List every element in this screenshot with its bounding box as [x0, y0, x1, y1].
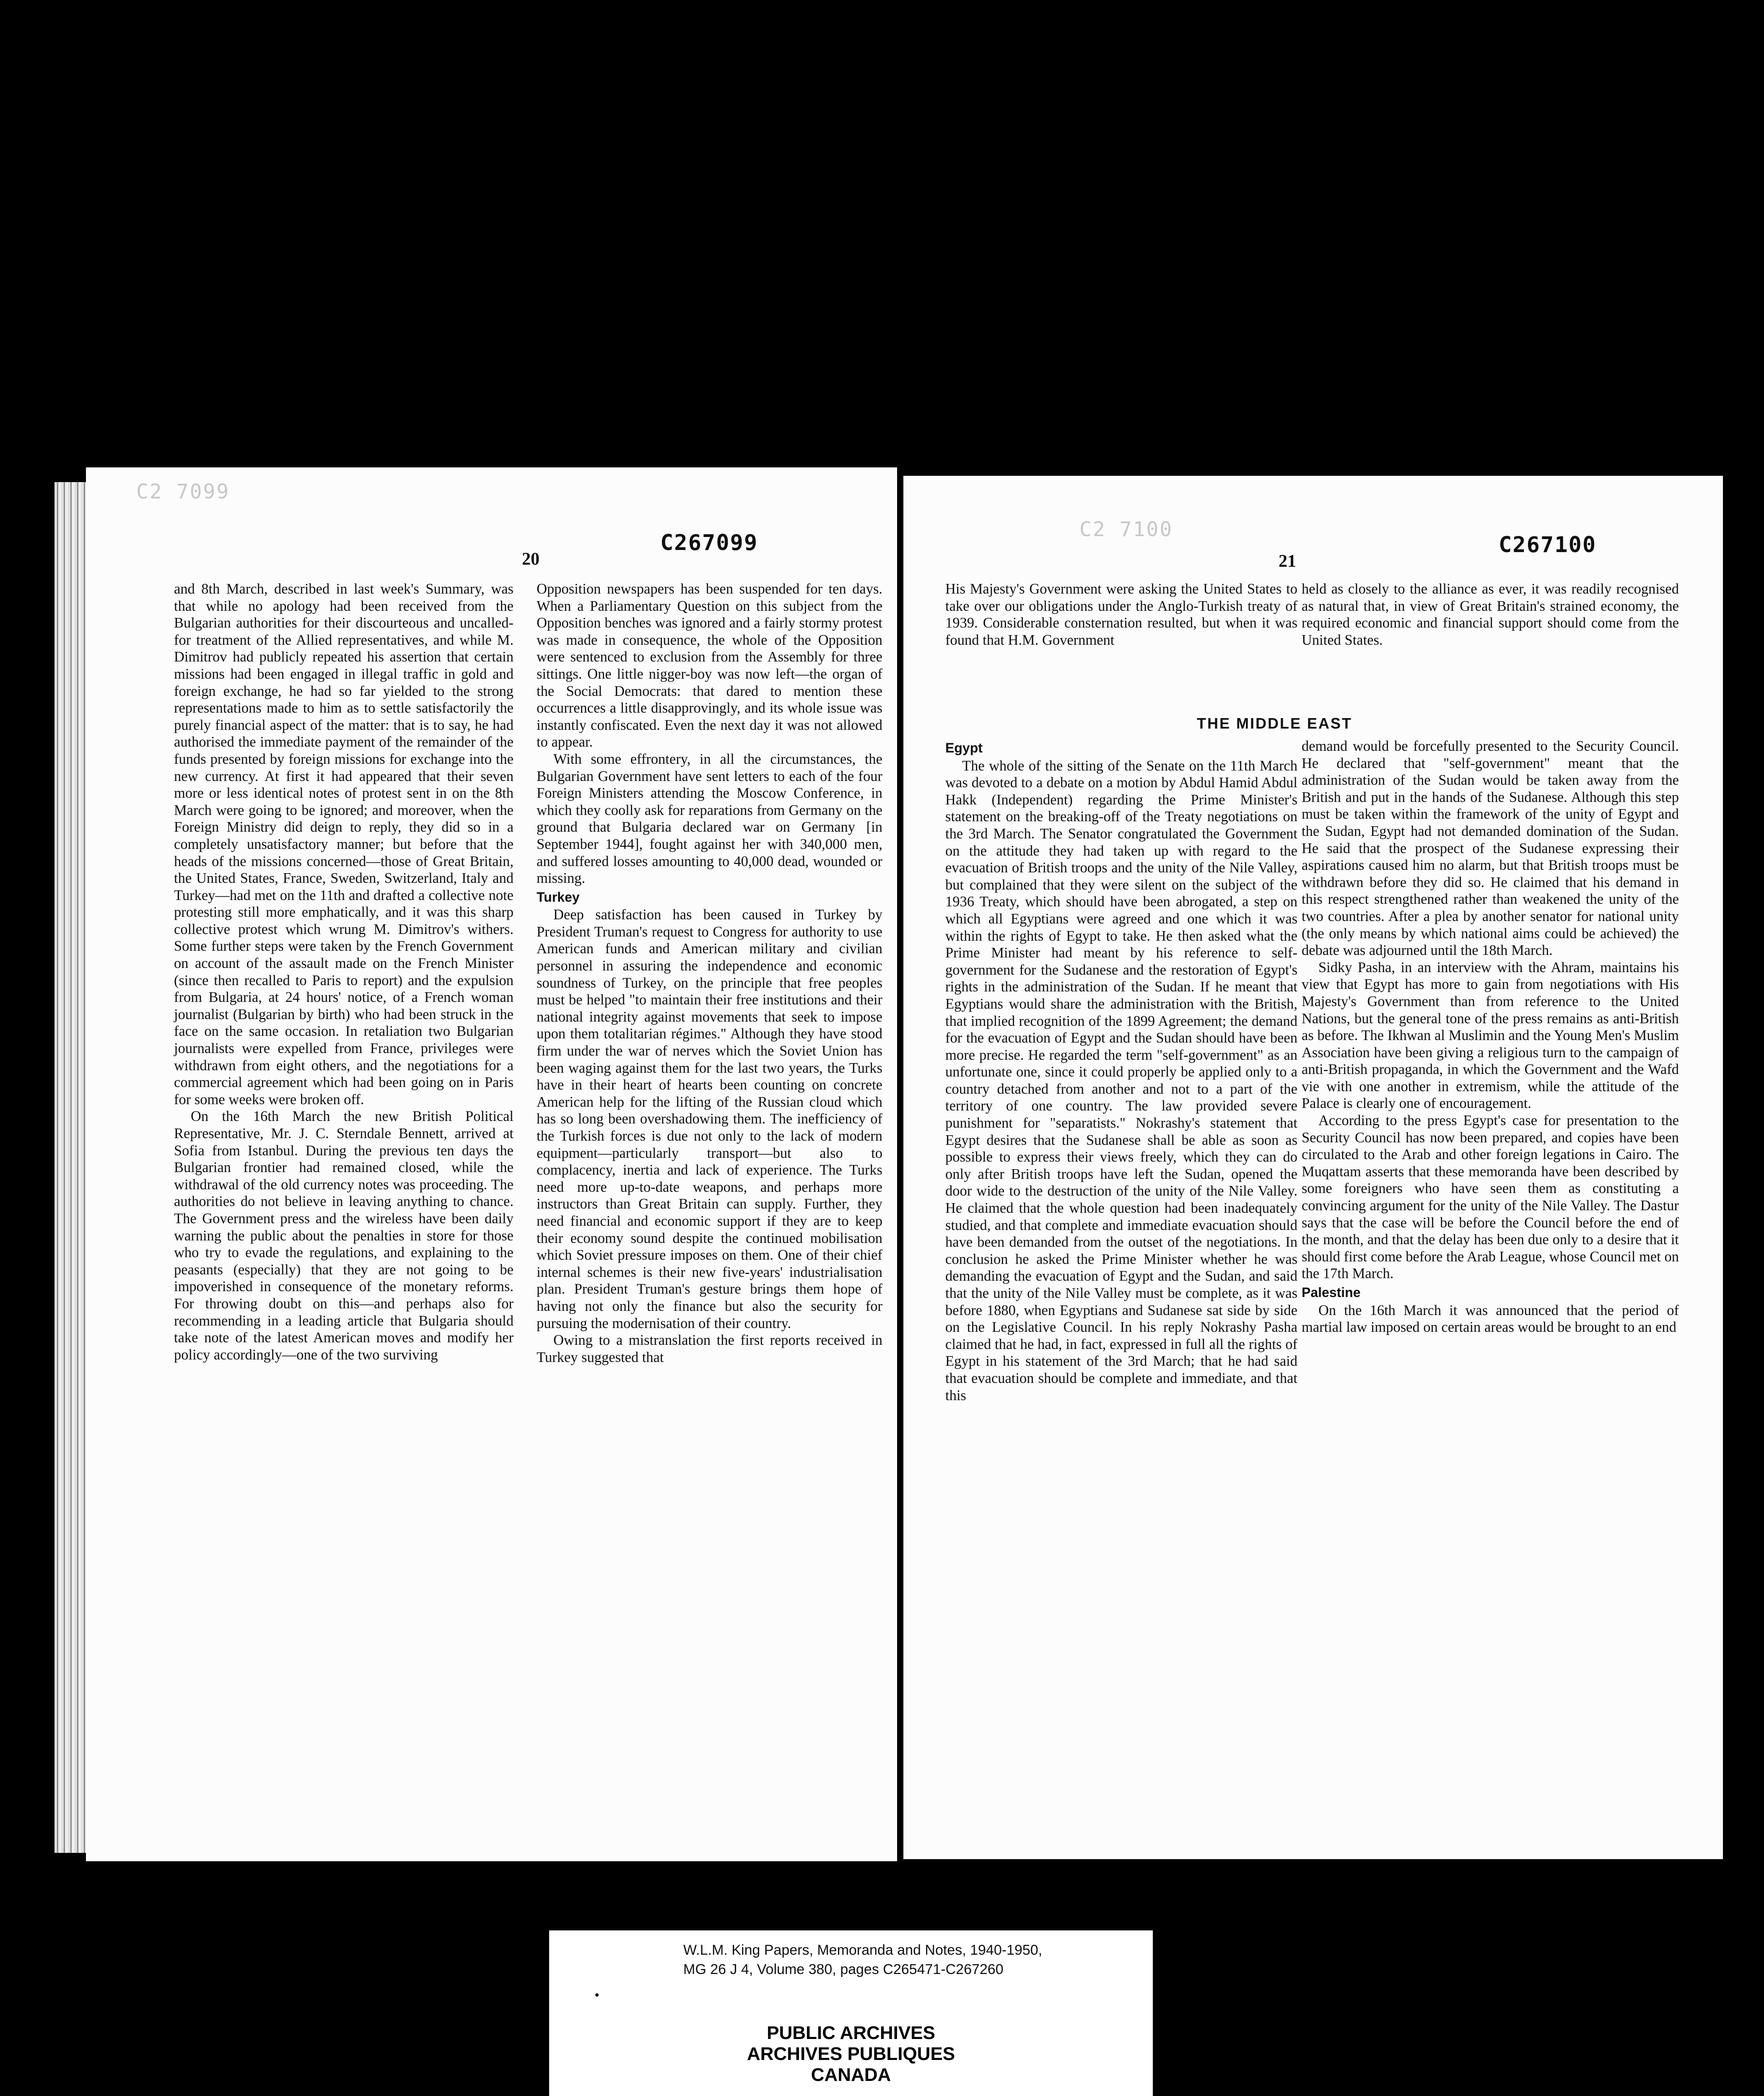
paragraph: held as closely to the alliance as ever, it was readily recognised as natural that, in view of Great Britain's strained economy, the required economic and financial support should come from the United States. — [1302, 581, 1679, 648]
paragraph: His Majesty's Government were asking the United States to take over our obligations under the Anglo-Turkish treaty of 1939. Considerable consternation resulted, but when it was found that H.M. Government — [945, 581, 1297, 648]
left-column-2 — [537, 581, 882, 1366]
bleed-through-mark: C2 7100 — [1079, 518, 1173, 541]
paragraph: On the 16th March the new British Political Representative, Mr. J. C. Sterndale Bennett, arrived at Sofia from Istanbul. During the previous ten days the Bulgarian frontier had remained closed, while the withdrawal of the old currency notes was proceeding. The authorities do not believe in leaving anything to chance. The Government press and the wireless have been daily warning the public about the penalties in store for those who try to evade the regulations, and explaining to the peasants (especially) that they are not going to be impoverished in consequence of the monetary reforms. For throwing doubt on this—and perhaps also for recommending in a leading article that Bulgaria should take note of the latest American moves and modify her policy accordingly—one of the two surviving — [174, 1108, 514, 1363]
dot-mark — [595, 1993, 599, 1997]
paragraph: Sidky Pasha, in an interview with the Ahram, maintains his view that Egypt has more to gain from negotiations with His Majesty's Government than from reference to the United Nations, but the general tone of the press remains as anti-British as before. The Ikhwan al Muslimin and the Young Men's Muslim Association have been giving a religious turn to the campaign of anti-British propaganda, in which the Government and the Wafd vie with one another in extremism, while the attitude of the Palace is clearly one of encouragement. — [1302, 959, 1679, 1112]
section-heading-middle-east: THE MIDDLE EAST — [1197, 715, 1353, 732]
archive-name-english: PUBLIC ARCHIVES — [767, 2023, 935, 2043]
archive-citation-line-1: W.L.M. King Papers, Memoranda and Notes, 1940-1950, — [683, 1942, 1043, 1958]
right-column-1 — [945, 738, 1297, 1404]
left-column-1 — [174, 581, 514, 1363]
book-page-edges — [54, 482, 88, 1853]
paragraph: According to the press Egypt's case for presentation to the Security Council has now been prepared, and copies have been circulated to the Arab and other foreign legations in Cairo. The Muqattam asserts that these memoranda have been described by some foreigners who have seen them as constituting a convincing argument for the unity of the Nile Valley. The Dastur says that the case will be before the Council before the end of the month, and that the delay has been due only to a desire that it should first come before the Arab League, whose Council met on the 17th March. — [1302, 1113, 1679, 1282]
left-reference-number: C267099 — [660, 530, 758, 555]
archive-name-french: ARCHIVES PUBLIQUES — [747, 2044, 955, 2064]
paragraph: On the 16th March it was announced that the period of martial law imposed on certain areas would be brought to an end — [1302, 1302, 1679, 1336]
paragraph: demand would be forcefully presented to the Security Council. He declared that "self-government" meant that the administration of the Sudan would be taken away from the British and put in the hands of the Sudanese. Although this step must be taken within the framework of the unity of Egypt and the Sudan, Egypt had not demanded domination of the Sudan. He said that the prospect of the Sudanese expressing their aspirations caused him no alarm, but that British troops must be withdrawn before they did so. He claimed that his demand in this respect strengthened rather than weakened the unity of the two countries. After a plea by another senator for national unity (the only means by which national aims could be achieved) the debate was adjourned until the 18th March. — [1302, 738, 1679, 959]
paragraph: Owing to a mistranslation the first reports received in Turkey suggested that — [537, 1332, 882, 1365]
right-page-number: 21 — [1279, 552, 1296, 571]
right-reference-number: C267100 — [1499, 532, 1597, 558]
right-page — [903, 476, 1723, 1859]
section-heading-turkey: Turkey — [537, 889, 580, 905]
paragraph: and 8th March, described in last week's Summary, was that while no apology had been received from the Bulgarian authorities for their discourteous and uncalled-for treatment of the Allied representatives, and while M. Dimitrov had publicly repeated his assertion that certain missions had been engaged in illegal traffic in gold and foreign exchange, he had so far yielded to the strong representations made to him as to settle satisfactorily the purely financial aspect of the matter: that is to say, he had authorised the immediate payment of the remainder of the funds presented by foreign missions for exchange into the new currency. At first it had appeared that their seven more or less identical notes of protest sent in on the 8th March were going to be ignored; and moreover, when the Foreign Ministry did deign to reply, they did so in a completely unsatisfactory manner; but before that the heads of the missions concerned—those of Great Britain, the United States, France, Sweden, Switzerland, Italy and Turkey—had met on the 11th and drafted a collective note protesting still more emphatically, and it was this sharp collective protest which wrung M. Dimitrov's withers. Some further steps were taken by the French Government on account of the assault made on the French Minister (since then recalled to Paris to report) and the expulsion from Bulgaria, at 24 hours' notice, of a French woman journalist (Bulgarian by birth) who had been struck in the face on the same occasion. In retaliation two Bulgarian journalists were expelled from France, privileges were withdrawn from eight others, and the negotiations for a commercial agreement which had been going on in Paris for some weeks were broken off. — [174, 581, 514, 1108]
paragraph: Opposition newspapers has been suspended for ten days. When a Parliamentary Question on this subject from the Opposition benches was ignored and a fairly stormy protest was made in consequence, the whole of the Opposition were sentenced to exclusion from the Assembly for three sittings. One little nigger-boy was now left—the organ of the Social Democrats: that dared to mention these occurrences a little disapprovingly, and its whole issue was instantly confiscated. Even the next day it was not allowed to appear. — [537, 581, 882, 750]
paragraph: The whole of the sitting of the Senate on the 11th March was devoted to a debate on a motion by Abdul Hamid Abdul Hakk (Independent) regarding the Prime Minister's statement on the breaking-off of the Treaty negotiations on the 3rd March. The Senator congratulated the Government on the attitude they had taken up with regard to the evacuation of British troops and the unity of the Nile Valley, but complained that they were silent on the subject of the 1936 Treaty, which should have been abrogated, a step on which all Egyptians were agreed and one which it was within the rights of Egypt to take. He then asked what the Prime Minister had meant by his reference to self-government for the Sudanese and the restoration of Egypt's rights in the administration of the Sudan. If he meant that Egyptians would share the administration with the British, that implied recognition of the 1899 Agreement; the demand for the evacuation of Egypt and the Sudan should have been more precise. He regarded the term "self-government" as an unfortunate one, since it could properly be applied only to a country detached from another and not to a part of the territory of one country. The law provided severe punishment for "separatists." Nokrashy's statement that Egypt desires that the Sudanese shall be able as soon as possible to express their views freely, which they can do only after British troops have left the Sudan, opened the door wide to the destruction of the unity of the Nile Valley. He claimed that the whole question had been inadequately studied, and that complete and immediate evacuation should have been demanded from the outset of the negotiations. In conclusion he asked the Prime Minister whether he was demanding the evacuation of Egypt and the Sudan, and said that the unity of the Nile Valley must be complete, as it was before 1880, when Egyptians and Sudanese sat side by side on the Legislative Council. In his reply Nokrashy Pasha claimed that he had, in fact, expressed in full all the rights of Egypt in his statement of the 3rd March; that he had said that evacuation should be complete and immediate, and that this — [945, 757, 1297, 1403]
paragraph: With some effrontery, in all the circumstances, the Bulgarian Government have sent letters to each of the four Foreign Ministers attending the Moscow Conference, in which they coolly ask for reparations from Germany on the ground that Bulgaria declared war on Germany [in September 1944], fought against her with 340,000 men, and suffered losses amounting to 40,000 dead, wounded or missing. — [537, 751, 882, 887]
right-top-column-2 — [1302, 581, 1679, 649]
archive-label — [549, 1930, 1153, 2096]
bleed-through-mark: C2 7099 — [136, 480, 230, 503]
archive-citation-line-2: MG 26 J 4, Volume 380, pages C265471-C267260 — [683, 1961, 1004, 1977]
paragraph: Deep satisfaction has been caused in Turkey by President Truman's request to Congress for authority to use American funds and American military and civilian personnel in assuring the independence and economic soundness of Turkey, on the principle that free peoples must be helped "to maintain their free institutions and their national integrity against movements that seek to impose upon them totalitarian régimes." Although they have stood firm under the war of nerves which the Soviet Union has been waging against them for the last two years, the Turks have in their heart of hearts been counting on concrete American help for the lifting of the Russian cloud which has so long been overshadowing them. The inefficiency of the Turkish forces is due not only to the lack of modern equipment—particularly transport—but also to complacency, inertia and lack of experience. The Turks need more up-to-date weapons, and perhaps more instructors than Great Britain can supply. Further, they need financial and economic support if they are to keep their economy sound despite the continued mobilisation which Soviet pressure imposes on them. One of their chief internal schemes is their new five-years' industrialisation plan. President Truman's gesture brings them hope of having not only the finance but also the security for pursuing the modernisation of their country. — [537, 907, 882, 1331]
left-page — [86, 467, 897, 1861]
section-heading-egypt: Egypt — [945, 740, 983, 755]
archive-country: CANADA — [811, 2065, 891, 2085]
right-top-column-1 — [945, 581, 1297, 649]
right-column-2 — [1302, 738, 1679, 1336]
section-heading-palestine: Palestine — [1302, 1285, 1361, 1300]
left-page-number: 20 — [522, 550, 540, 569]
